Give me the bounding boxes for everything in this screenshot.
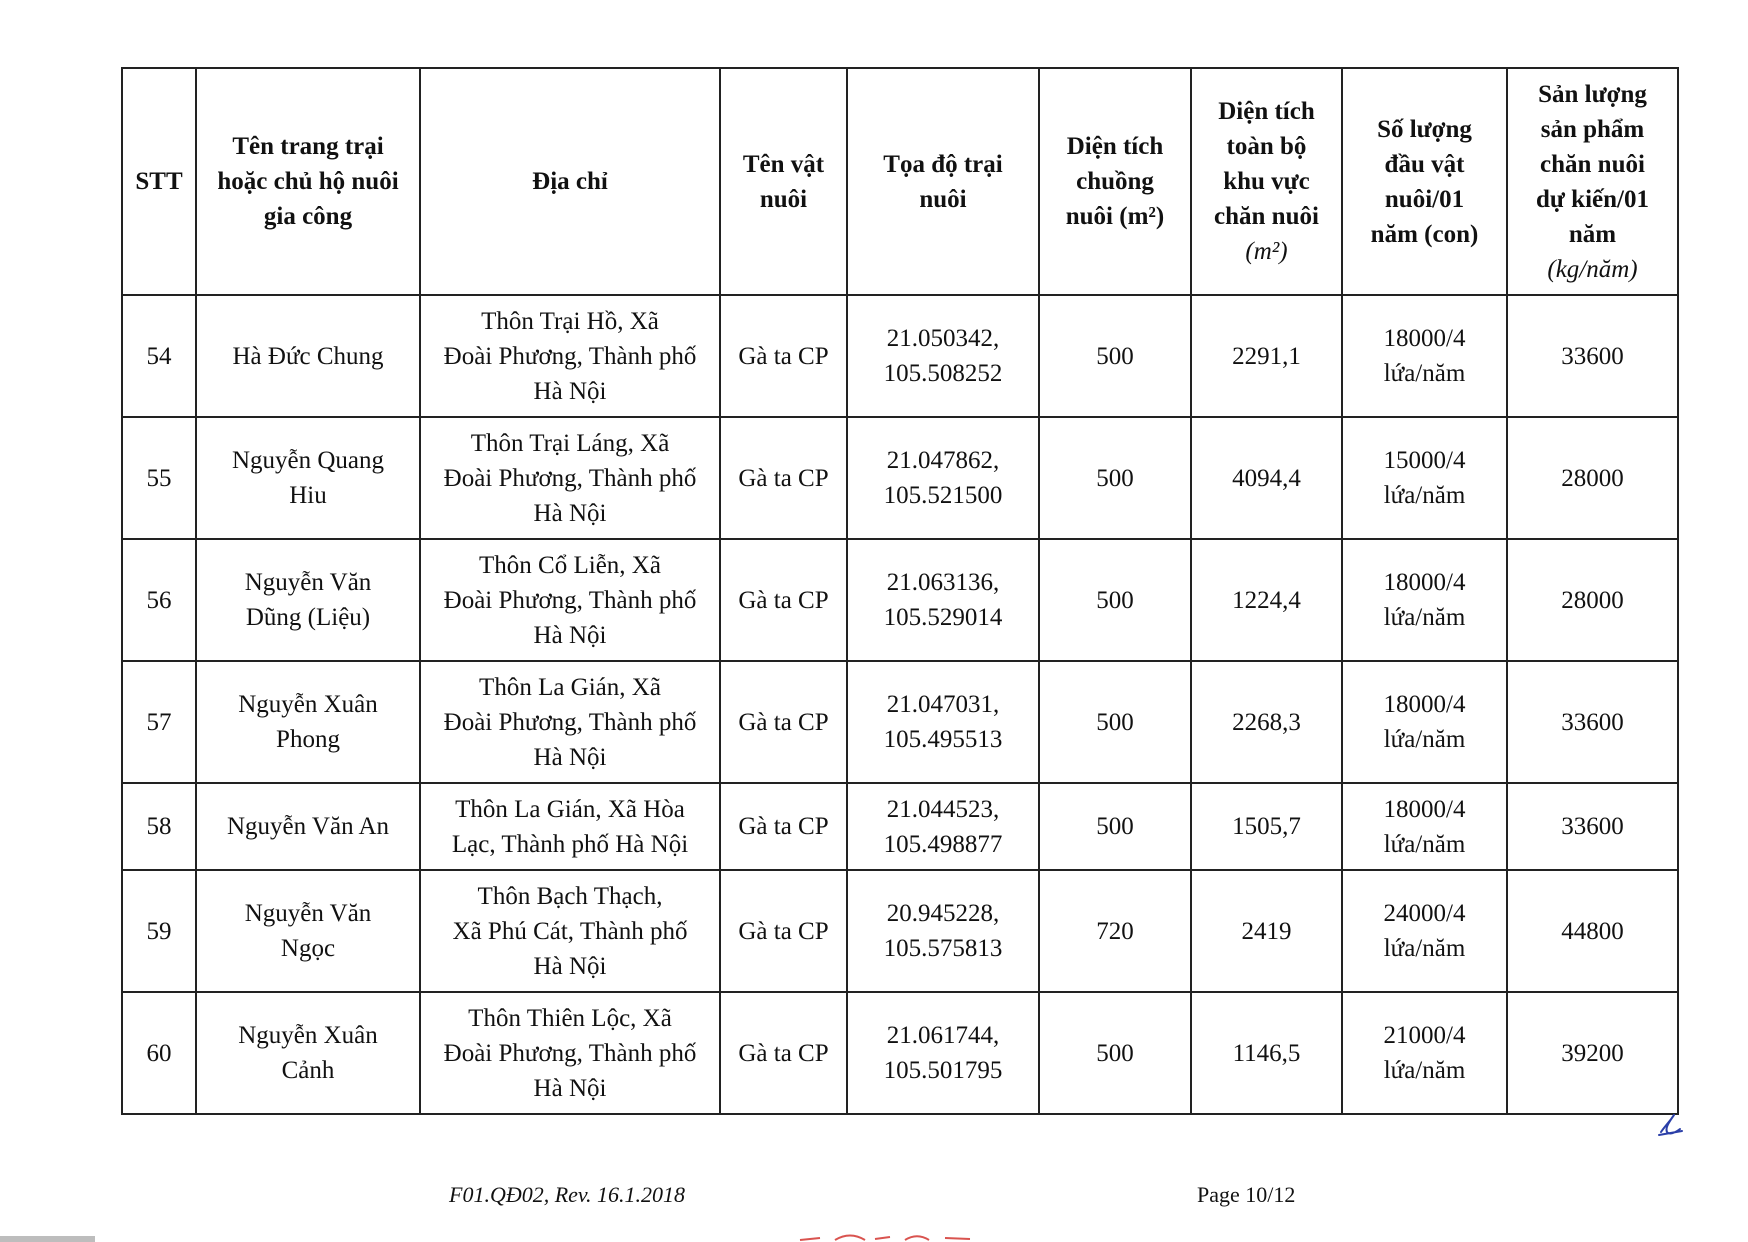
cell-stt: 55 bbox=[122, 417, 196, 539]
cell-animal: Gà ta CP bbox=[720, 870, 847, 992]
cell-stt: 60 bbox=[122, 992, 196, 1114]
cell-output: 28000 bbox=[1507, 539, 1678, 661]
cell-head-count: 24000/4 lứa/năm bbox=[1342, 870, 1507, 992]
cell-head-count: 18000/4 lứa/năm bbox=[1342, 783, 1507, 870]
farm-table bbox=[121, 67, 1679, 1115]
cell-address: Thôn Trại Láng, Xã Đoài Phương, Thành phố Hà Nội bbox=[420, 417, 720, 539]
table-row bbox=[122, 539, 1678, 661]
table-row bbox=[122, 783, 1678, 870]
cell-barn-area: 500 bbox=[1039, 417, 1191, 539]
form-code: F01.QĐ02, Rev. 16.1.2018 bbox=[449, 1182, 686, 1207]
table-row bbox=[122, 661, 1678, 783]
cell-farm-name: Nguyễn Văn Dũng (Liệu) bbox=[196, 539, 420, 661]
table-body bbox=[122, 295, 1678, 1114]
cell-farm-name: Nguyễn Văn An bbox=[196, 783, 420, 870]
cell-coordinates: 21.061744, 105.501795 bbox=[847, 992, 1039, 1114]
cell-farm-name: Hà Đức Chung bbox=[196, 295, 420, 417]
cell-total-area: 2268,3 bbox=[1191, 661, 1342, 783]
cell-coordinates: 21.050342, 105.508252 bbox=[847, 295, 1039, 417]
cell-animal: Gà ta CP bbox=[720, 661, 847, 783]
header-output: Sản lượng sản phẩm chăn nuôi dự kiến/01 năm (kg/năm) bbox=[1507, 68, 1678, 295]
cell-farm-name: Nguyễn Xuân Phong bbox=[196, 661, 420, 783]
cell-stt: 56 bbox=[122, 539, 196, 661]
cell-head-count: 15000/4 lứa/năm bbox=[1342, 417, 1507, 539]
cell-head-count: 18000/4 lứa/năm bbox=[1342, 295, 1507, 417]
cell-output: 33600 bbox=[1507, 295, 1678, 417]
cell-total-area: 1146,5 bbox=[1191, 992, 1342, 1114]
cell-address: Thôn Trại Hồ, Xã Đoài Phương, Thành phố Hà Nội bbox=[420, 295, 720, 417]
cell-total-area: 1224,4 bbox=[1191, 539, 1342, 661]
cell-address: Thôn La Gián, Xã Hòa Lạc, Thành phố Hà Nội bbox=[420, 783, 720, 870]
cell-head-count: 18000/4 lứa/năm bbox=[1342, 539, 1507, 661]
initials-signature-mark bbox=[1655, 1112, 1685, 1138]
cell-coordinates: 21.063136, 105.529014 bbox=[847, 539, 1039, 661]
cell-farm-name: Nguyễn Quang Hiu bbox=[196, 417, 420, 539]
cell-barn-area: 500 bbox=[1039, 539, 1191, 661]
table-row bbox=[122, 992, 1678, 1114]
header-coordinates: Tọa độ trại nuôi bbox=[847, 68, 1039, 295]
cell-stt: 57 bbox=[122, 661, 196, 783]
cell-output: 33600 bbox=[1507, 783, 1678, 870]
cell-stt: 58 bbox=[122, 783, 196, 870]
header-address: Địa chỉ bbox=[420, 68, 720, 295]
table-row bbox=[122, 417, 1678, 539]
cell-total-area: 4094,4 bbox=[1191, 417, 1342, 539]
cell-output: 28000 bbox=[1507, 417, 1678, 539]
cell-animal: Gà ta CP bbox=[720, 783, 847, 870]
cell-address: Thôn Thiên Lộc, Xã Đoài Phương, Thành phố Hà Nội bbox=[420, 992, 720, 1114]
cell-total-area: 2419 bbox=[1191, 870, 1342, 992]
cell-address: Thôn Bạch Thạch, Xã Phú Cát, Thành phố Hà Nội bbox=[420, 870, 720, 992]
header-total-area: Diện tích toàn bộ khu vực chăn nuôi (m²) bbox=[1191, 68, 1342, 295]
cell-farm-name: Nguyễn Xuân Cảnh bbox=[196, 992, 420, 1114]
table-row bbox=[122, 870, 1678, 992]
cell-animal: Gà ta CP bbox=[720, 539, 847, 661]
cell-barn-area: 500 bbox=[1039, 992, 1191, 1114]
cell-output: 44800 bbox=[1507, 870, 1678, 992]
cell-barn-area: 720 bbox=[1039, 870, 1191, 992]
cell-output: 33600 bbox=[1507, 661, 1678, 783]
cell-barn-area: 500 bbox=[1039, 661, 1191, 783]
cell-head-count: 21000/4 lứa/năm bbox=[1342, 992, 1507, 1114]
cell-animal: Gà ta CP bbox=[720, 417, 847, 539]
cell-stt: 54 bbox=[122, 295, 196, 417]
header-farm-name: Tên trang trại hoặc chủ hộ nuôi gia công bbox=[196, 68, 420, 295]
header-row bbox=[122, 68, 1678, 295]
red-stamp-trace bbox=[795, 1232, 995, 1242]
cell-head-count: 18000/4 lứa/năm bbox=[1342, 661, 1507, 783]
header-barn-area: Diện tích chuồng nuôi (m²) bbox=[1039, 68, 1191, 295]
cell-animal: Gà ta CP bbox=[720, 295, 847, 417]
header-animal: Tên vật nuôi bbox=[720, 68, 847, 295]
cell-barn-area: 500 bbox=[1039, 783, 1191, 870]
scan-edge-shadow bbox=[0, 1236, 95, 1242]
header-stt: STT bbox=[122, 68, 196, 295]
page-number: Page 10/12 bbox=[1197, 1182, 1296, 1207]
cell-barn-area: 500 bbox=[1039, 295, 1191, 417]
cell-address: Thôn La Gián, Xã Đoài Phương, Thành phố Hà Nội bbox=[420, 661, 720, 783]
cell-output: 39200 bbox=[1507, 992, 1678, 1114]
cell-coordinates: 21.044523, 105.498877 bbox=[847, 783, 1039, 870]
table-row bbox=[122, 295, 1678, 417]
cell-total-area: 2291,1 bbox=[1191, 295, 1342, 417]
cell-coordinates: 21.047031, 105.495513 bbox=[847, 661, 1039, 783]
cell-stt: 59 bbox=[122, 870, 196, 992]
cell-total-area: 1505,7 bbox=[1191, 783, 1342, 870]
cell-farm-name: Nguyễn Văn Ngọc bbox=[196, 870, 420, 992]
header-head-count: Số lượng đầu vật nuôi/01 năm (con) bbox=[1342, 68, 1507, 295]
cell-address: Thôn Cổ Liễn, Xã Đoài Phương, Thành phố Hà Nội bbox=[420, 539, 720, 661]
cell-coordinates: 21.047862, 105.521500 bbox=[847, 417, 1039, 539]
cell-coordinates: 20.945228, 105.575813 bbox=[847, 870, 1039, 992]
cell-animal: Gà ta CP bbox=[720, 992, 847, 1114]
